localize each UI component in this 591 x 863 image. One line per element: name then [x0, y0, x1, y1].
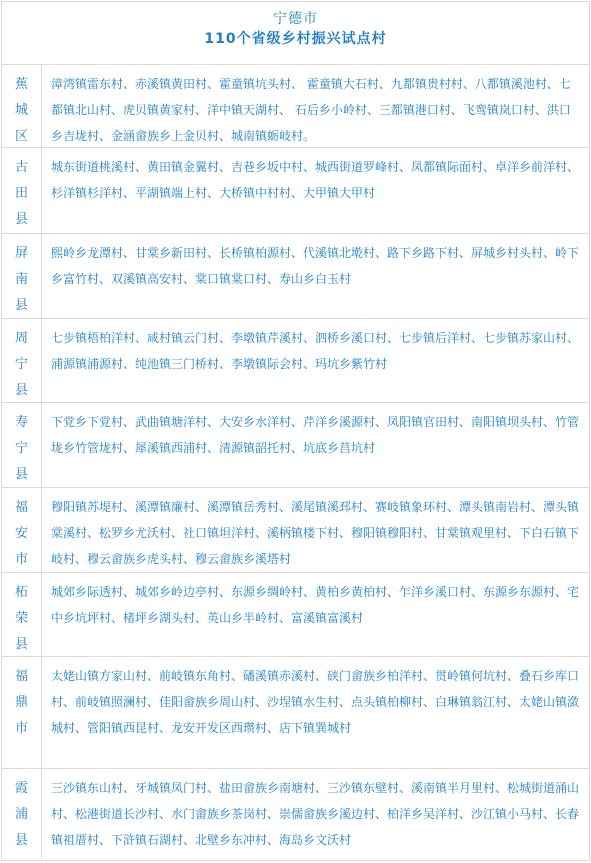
table-row-zhouning — [2, 319, 589, 403]
county-name: 柘 荣 县 — [2, 573, 42, 656]
pilot-village-table — [1, 1, 590, 861]
table-row-xiapu — [2, 769, 589, 859]
table-row-jiaocheng — [2, 65, 589, 148]
table-header — [2, 2, 589, 65]
county-name: 福 鼎 市 — [2, 657, 42, 768]
village-list: 漳湾镇雷东村、赤溪镇黄田村、霍童镇坑头村、 霍童镇大石村、九都镇贵村村、八都镇溪池村、七都镇北山村、虎贝镇黄家村、洋中镇天湖村、 石后乡小岭村、三都镇港口村、飞鸾镇岚口村、洪口乡吉垅村、金涵畲族乡上金贝村、城南镇蛎岐村。 — [51, 77, 571, 143]
county-name: 屏 南 县 — [2, 234, 42, 318]
table-row-shouning — [2, 403, 589, 488]
village-list: 太姥山镇方家山村、前岐镇东角村、磻溪镇赤溪村、硖门畲族乡柏洋村、贯岭镇何坑村、叠石乡库口村、前岐镇照澜村、佳阳畲族乡周山村、沙埕镇水生村、点头镇柏柳村、白琳镇翁江村、太姥山镇潋城村、管阳镇西昆村、龙安开发区西瓒村、店下镇巽城村 — [51, 669, 580, 735]
county-name: 霞 浦 县 — [2, 769, 42, 859]
village-list: 穆阳镇苏堤村、溪潭镇廉村、溪潭镇岳秀村、溪尾镇溪邳村、赛岐镇象环村、潭头镇南岩村、潭头镇棠溪村、松罗乡尤沃村、社口镇坦洋村、溪柄镇楼下村、穆阳镇穆阳村、甘棠镇观里村、下白石镇下岐村、穆云畲族乡虎头村、穆云畲族乡溪塔村 — [51, 500, 580, 566]
table-row-pingnan — [2, 234, 589, 319]
county-name: 古 田 县 — [2, 148, 42, 233]
village-list: 城郊乡际透村、城郊乡岭边亭村、东源乡绸岭村、黄柏乡黄柏村、乍洋乡溪口村、东源乡东源村、宅中乡坑坪村、楮坪乡湖头村、英山乡半岭村、富溪镇富溪村 — [51, 585, 580, 625]
village-list: 七步镇梧柏洋村、咸村镇云门村、李墩镇芹溪村、泗桥乡溪口村、七步镇后洋村、七步镇苏家山村、浦源镇浦源村、纯池镇三门桥村、李墩镇际会村、玛坑乡紫竹村 — [51, 331, 580, 371]
county-name: 蕉 城 区 — [2, 65, 42, 147]
county-name: 周 宁 县 — [2, 319, 42, 402]
county-name: 福 安 市 — [2, 488, 42, 572]
table-row-fuding — [2, 657, 589, 769]
county-name: 寿 宁 县 — [2, 403, 42, 487]
village-list: 熙岭乡龙潭村、甘棠乡新田村、长桥镇柏源村、代溪镇北墘村、路下乡路下村、屏城乡村头村、岭下乡富竹村、双溪镇高安村、棠口镇棠口村、寿山乡白玉村 — [51, 246, 580, 286]
village-list: 下党乡下党村、武曲镇塘洋村、大安乡水洋村、芹洋乡溪源村、凤阳镇官田村、南阳镇坝头村、竹管垅乡竹管垅村、犀溪镇西浦村、清源镇韶托村、坑底乡莒坑村 — [51, 415, 580, 455]
village-list: 城东街道桃溪村、黄田镇金翼村、吉巷乡坂中村、城西街道罗峰村、凤都镇际面村、卓洋乡前洋村、杉洋镇杉洋村、平湖镇端上村、大桥镇中村村、大甲镇大甲村 — [51, 160, 580, 200]
table-row-zherong — [2, 573, 589, 657]
table-row-fuan — [2, 488, 589, 573]
table-subtitle: 110个省级乡村振兴试点村 — [204, 31, 387, 47]
village-list: 三沙镇东山村、牙城镇凤门村、盐田畲族乡南塘村、三沙镇东壁村、溪南镇半月里村、松城街道涌山村、松港街道长沙村、水门畲族乡茶岗村、崇儒畲族乡溪边村、柏洋乡吴洋村、沙江镇小马村、长春镇祖厝村、下浒镇石湖村、北壁乡东冲村、海岛乡文沃村 — [51, 781, 580, 847]
table-row-gutian — [2, 148, 589, 234]
city-title: 宁德市 — [273, 11, 318, 27]
